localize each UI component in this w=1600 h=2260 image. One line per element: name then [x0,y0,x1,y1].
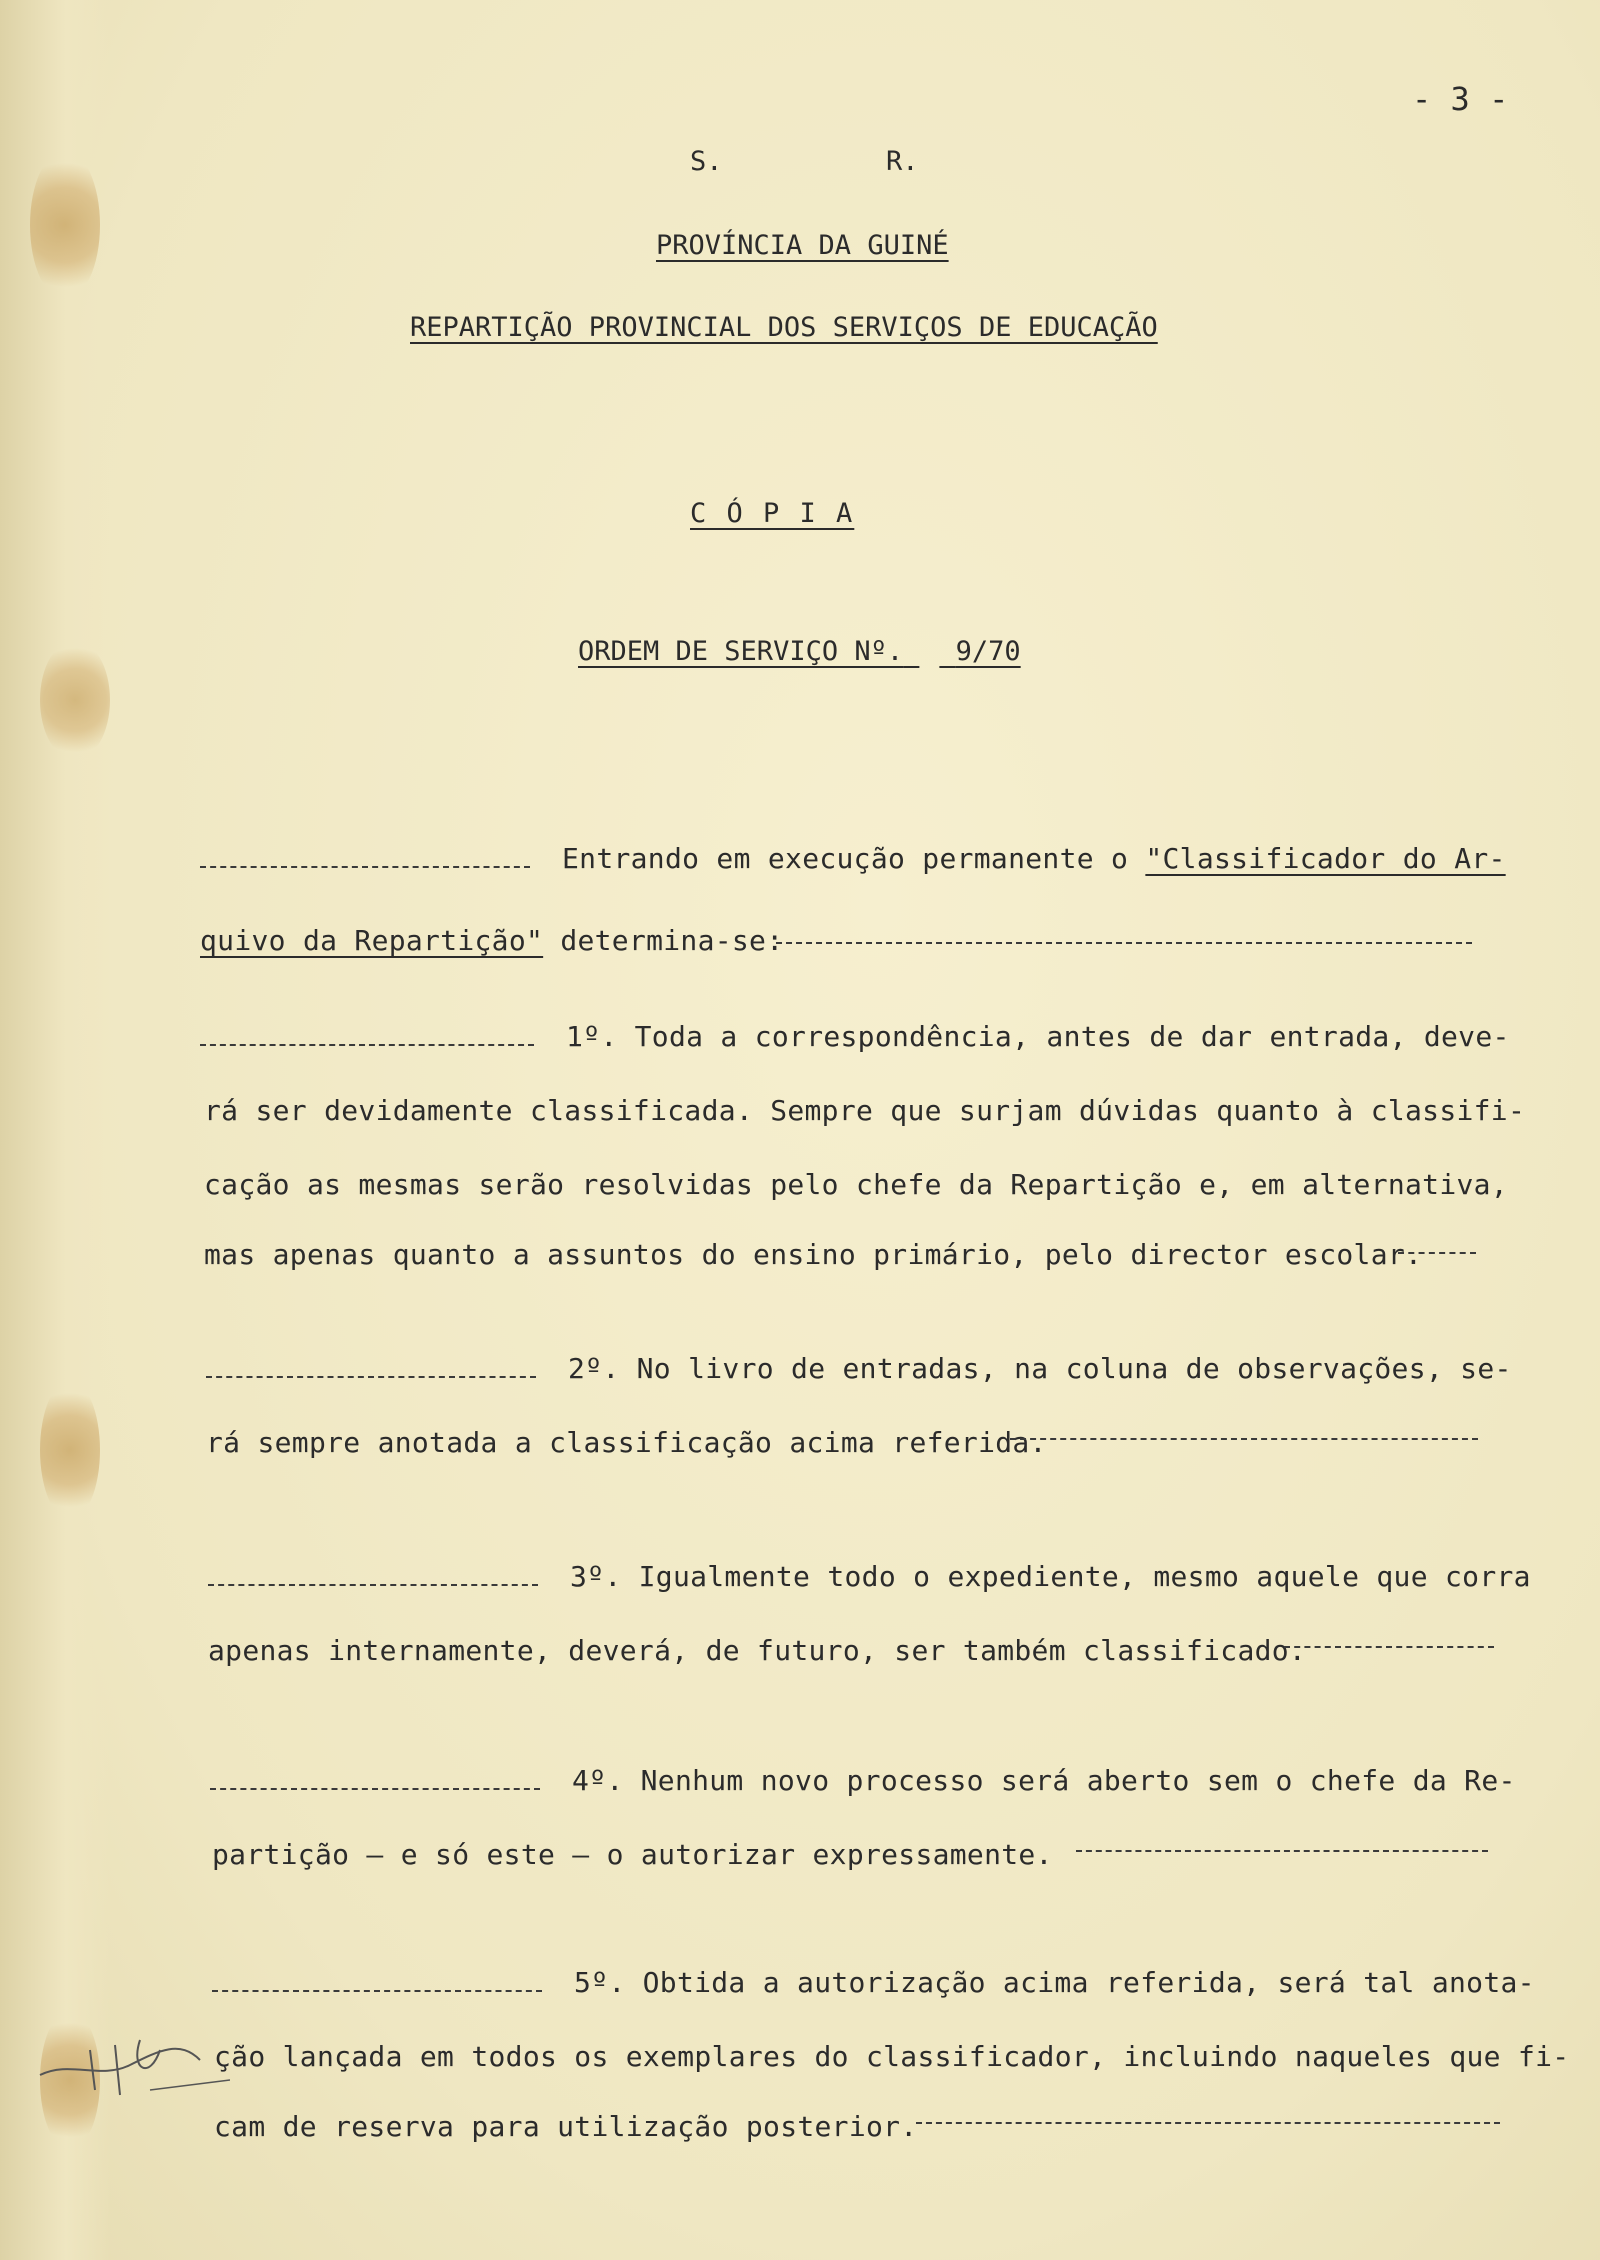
intro-line-1 [562,842,1506,875]
intro-line-2-plain: determina-se: [543,924,784,957]
order-title [578,636,1021,667]
intro-line-1-plain: Entrando em execução permanente o [562,842,1146,875]
item-1-line-3: cação as mesmas serão resolvidas pelo chefe da Repartição e, em alternativa, [204,1168,1508,1201]
handwritten-mark [30,2020,230,2110]
item-3-line-2: apenas internamente, deverá, de futuro, ser também classificado. [208,1634,1307,1667]
province-title: PROVÍNCIA DA GUINÉ [656,230,949,261]
intro-line-2 [200,924,783,957]
leader-dash [212,1990,542,1992]
filler-dash [776,942,1472,944]
copy-label: C Ó P I A [690,498,855,529]
item-3-line-1: 3º. Igualmente todo o expediente, mesmo aquele que corra [570,1560,1531,1593]
department-title: REPARTIÇÃO PROVINCIAL DOS SERVIÇOS DE EDUCAÇÃO [410,312,1158,343]
item-1-line-1: 1º. Toda a correspondência, antes de dar entrada, deve- [566,1020,1510,1053]
item-5-line-1: 5º. Obtida a autorização acima referida, será tal anota- [574,1966,1535,1999]
rust-stain [30,150,100,300]
filler-dash [916,2122,1500,2124]
item-1-line-2: rá ser devidamente classificada. Sempre que surjam dúvidas quanto à classifi- [204,1094,1526,1127]
filler-dash [1010,1438,1478,1440]
header-s: S. [690,146,723,177]
filler-dash [1398,1252,1476,1254]
item-4-line-2: partição — e só este — o autorizar expressamente. [212,1838,1053,1871]
intro-line-1-title: "Classificador do Ar- [1145,842,1506,875]
leader-dash [200,866,530,868]
page-number: - 3 - [1412,80,1509,118]
item-5-line-2: ção lançada em todos os exemplares do classificador, incluindo naqueles que fi- [214,2040,1570,2073]
item-2-line-2: rá sempre anotada a classificação acima referida. [206,1426,1047,1459]
header-r: R. [886,146,919,177]
item-2-line-1: 2º. No livro de entradas, na coluna de observações, se- [568,1352,1512,1385]
filler-dash [1076,1850,1488,1852]
leader-dash [200,1044,534,1046]
intro-line-2-title: quivo da Repartição" [200,924,544,957]
binding-edge [0,0,110,2260]
item-5-line-3: cam de reserva para utilização posterior. [214,2110,918,2143]
order-number: 9/70 [955,636,1021,667]
filler-dash [1284,1646,1494,1648]
rust-stain [40,640,110,760]
item-1-line-4: mas apenas quanto a assuntos do ensino primário, pelo director escolar. [204,1238,1423,1271]
order-prefix: ORDEM DE SERVIÇO Nº. [578,636,904,667]
rust-stain [40,1380,100,1520]
leader-dash [210,1788,540,1790]
leader-dash [206,1376,536,1378]
item-4-line-1: 4º. Nenhum novo processo será aberto sem o chefe da Re- [572,1764,1516,1797]
leader-dash [208,1584,538,1586]
